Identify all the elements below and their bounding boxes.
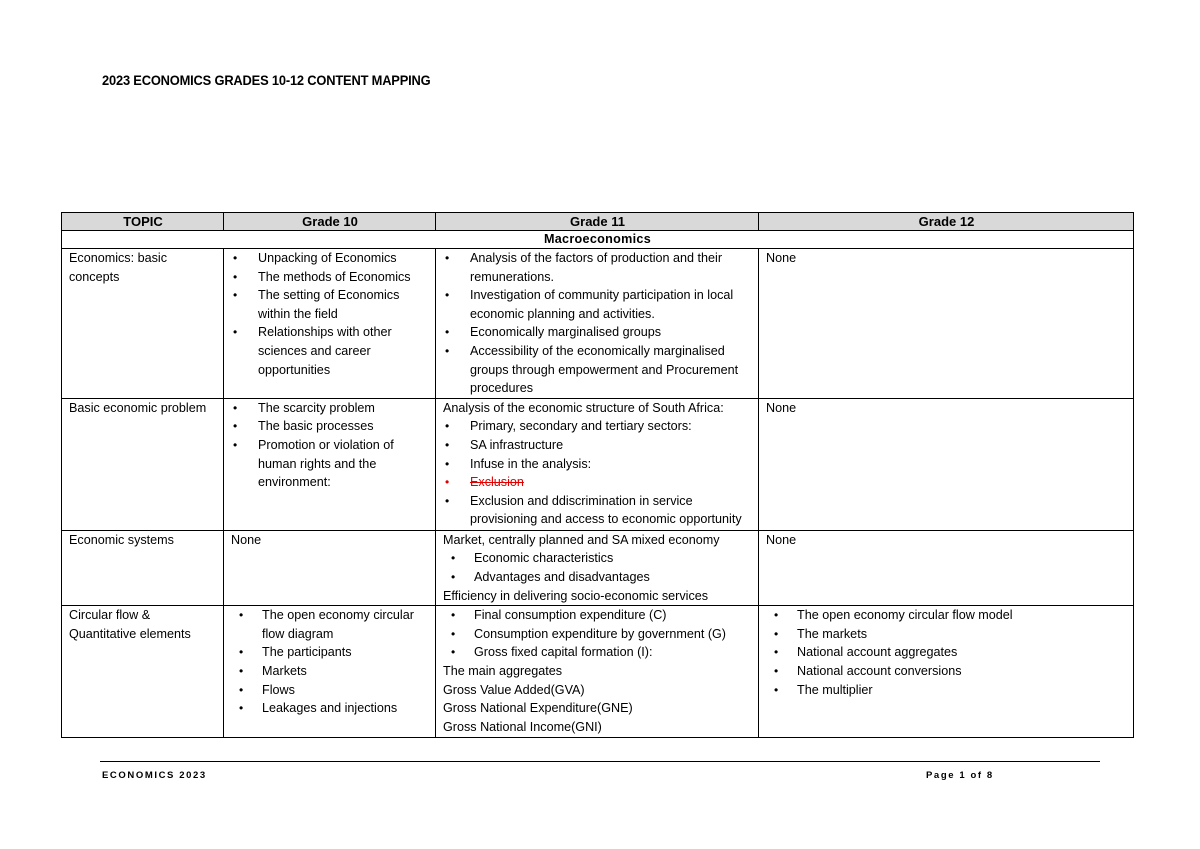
list-item: • Final consumption expenditure (C) [443,606,752,625]
list-item: • Leakages and injections [231,699,429,718]
list-item: • Investigation of community participation in local economic planning and activities. [443,286,752,323]
header-grade-12: Grade 12 [759,213,1134,231]
list-item: • The basic processes [231,417,429,436]
list-item: • National account aggregates [766,643,1127,662]
list-item: • Markets [231,662,429,681]
struck-list-item [443,473,752,492]
grade-10-cell [224,606,436,738]
list-item: • Analysis of the factors of production and their remunerations. [443,249,752,286]
cell-intro-text: Market, centrally planned and SA mixed economy [443,532,720,547]
table-row [62,606,1134,738]
grade-12-cell [759,606,1134,738]
grade-12-cell: None [759,249,1134,399]
list-item: • Infuse in the analysis: [443,455,752,474]
list-item: • Relationships with other sciences and career opportunities [231,323,429,379]
grade-10-cell: None [224,530,436,605]
grade-10-cell [224,398,436,530]
cell-intro-text: Analysis of the economic structure of South Africa: [443,400,724,415]
header-row [62,213,1134,231]
list-item: • The methods of Economics [231,268,429,287]
grade-11-cell [436,398,759,530]
footer-divider [100,761,1100,762]
section-macroeconomics: Macroeconomics [62,231,1134,249]
cell-text-line: Gross Value Added(GVA) [443,682,585,697]
header-topic: TOPIC [62,213,224,231]
topic-cell: Basic economic problem [62,398,224,530]
list-item: • The open economy circular flow model [766,606,1127,625]
list-item: • The scarcity problem [231,399,429,418]
cell-text-line: The main aggregates [443,663,563,678]
footer-page-number: Page 1 of 8 [926,770,994,781]
list-item: • Flows [231,681,429,700]
table-row [62,249,1134,399]
list-item: • Advantages and disadvantages [443,568,752,587]
cell-outro-text: Efficiency in delivering socio-economic services [443,588,709,603]
footer-subject: ECONOMICS 2023 [102,770,207,781]
cell-text-line: Gross National Income(GNI) [443,719,602,734]
struck-text: Exclusion [470,475,524,490]
list-item: • The multiplier [766,681,1127,700]
list-item: • Promotion or violation of human rights and the environment: [231,436,429,492]
grade-10-cell [224,249,436,399]
table-row [62,398,1134,530]
grade-11-cell [436,249,759,399]
grade-11-cell [436,530,759,605]
list-item: • The open economy circular flow diagram [231,606,429,643]
header-grade-11: Grade 11 [436,213,759,231]
list-item: • National account conversions [766,662,1127,681]
list-item: • Economically marginalised groups [443,323,752,342]
table-row [62,530,1134,605]
content-mapping-table [61,212,1134,738]
list-item: • Gross fixed capital formation (I): [443,643,752,662]
list-item: • Consumption expenditure by government (G) [443,625,752,644]
list-item: • Unpacking of Economics [231,249,429,268]
document-title: 2023 ECONOMICS GRADES 10-12 CONTENT MAPPING [102,72,431,88]
list-item: • Exclusion and ddiscrimination in service provisioning and access to economic opportunity [443,492,752,529]
list-item: • Primary, secondary and tertiary sectors: [443,417,752,436]
grade-12-cell: None [759,398,1134,530]
list-item: • Accessibility of the economically marginalised groups through empowerment and Procurement procedures [443,342,752,398]
list-item: • The setting of Economics within the field [231,286,429,323]
grade-11-cell [436,606,759,738]
list-item: • Economic characteristics [443,549,752,568]
header-grade-10: Grade 10 [224,213,436,231]
cell-text-line: Gross National Expenditure(GNE) [443,701,633,716]
topic-cell: Circular flow & Quantitative elements [62,606,224,738]
list-item: • The markets [766,625,1127,644]
grade-12-cell: None [759,530,1134,605]
list-item: • SA infrastructure [443,436,752,455]
topic-cell: Economics: basic concepts [62,249,224,399]
list-item: • The participants [231,643,429,662]
topic-cell: Economic systems [62,530,224,605]
section-row [62,231,1134,249]
